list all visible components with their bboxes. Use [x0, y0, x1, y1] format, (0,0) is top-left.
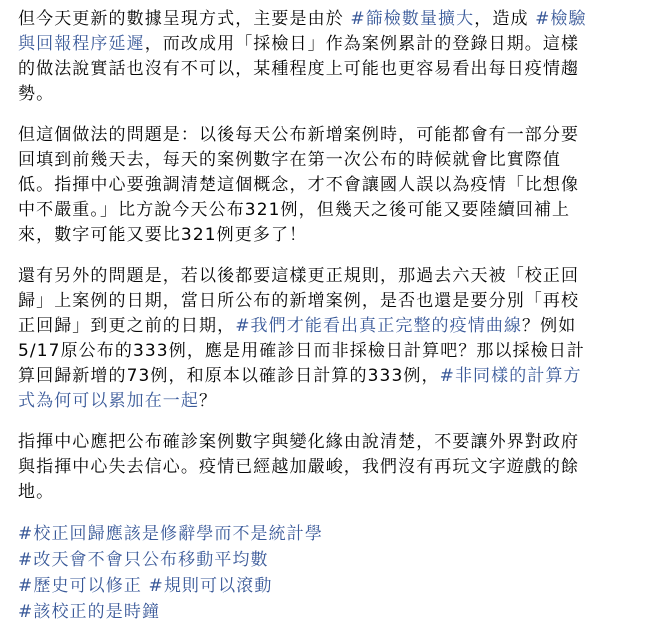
text-line: 但這個做法的問題是：以後每天公布新增案例時，可能都會有一部分要 [18, 125, 580, 145]
paragraph-data-presentation [18, 7, 651, 107]
hashtag-link[interactable]: #篩檢數量擴大 [350, 9, 475, 29]
text-line: 低。指揮中心要強調清楚這個概念，才不會讓國人誤以為疫情「比想像 [18, 175, 580, 195]
text-line: 中不嚴重。」比方說今天公布321例，但幾天之後可能又要陸續回補上 [18, 200, 571, 220]
hashtag-link[interactable]: #校正回歸應該是修辭學而不是統計學 [18, 524, 323, 544]
text-line: 正回歸」到更之前的日期，#我們才能看出真正完整的疫情曲線？例如 [18, 316, 577, 336]
text-line: 式為何可以累加在一起？ [18, 391, 218, 411]
text-line: 來，數字可能又要比321例更多了！ [18, 225, 308, 245]
hashtag-link[interactable]: #規則可以滾動 [148, 576, 273, 596]
text-line: 算回歸新增的73例，和原本以確診日計算的333例，#非同樣的計算方 [18, 366, 582, 386]
hashtag-link[interactable]: #歷史可以修正 [18, 576, 142, 596]
hashtag-link[interactable]: #改天會不會只公布移動平均數 [18, 550, 269, 570]
hashtag-link[interactable]: #我們才能看出真正完整的疫情曲線 [235, 316, 523, 336]
paragraph-other-problem [18, 264, 651, 414]
hashtag-link[interactable]: 式為何可以累加在一起 [18, 391, 199, 411]
paragraph-problem [18, 123, 651, 248]
hashtag-link[interactable]: #非同樣的計算方 [439, 366, 582, 386]
text-line: 但今天更新的數據呈現方式，主要是由於 #篩檢數量擴大，造成 #檢驗 [18, 9, 587, 29]
paragraph-conclusion [18, 430, 651, 505]
hashtag-link[interactable]: 與回報程序延遲 [18, 34, 145, 54]
text-line: 回填到前幾天去，每天的案例數字在第一次公布的時候就會比實際值 [18, 150, 561, 170]
text-line: 指揮中心應把公布確診案例數字與變化緣由說清楚，不要讓外界對政府 [18, 432, 580, 452]
text-line: 5/17原公布的333例，應是用確診日而非採檢日計算吧？那以採檢日計 [18, 341, 586, 361]
text-line: 勢。 [18, 84, 55, 104]
text-line: 的做法說實話也沒有不可以，某種程度上可能也更容易看出每日疫情趨 [18, 59, 580, 79]
hashtag-link[interactable]: #檢驗 [535, 9, 587, 29]
hashtag-list [18, 521, 651, 625]
text-line: 地。 [18, 482, 55, 502]
text-line: 還有另外的問題是，若以後都要這樣更正規則，那過去六天被「校正回 [18, 266, 580, 286]
text-line: 與回報程序延遲，而改成用「採檢日」作為案例累計的登錄日期。這樣 [18, 34, 580, 54]
text-line: 歸」上案例的日期，當日所公布的新增案例，是否也還是要分別「再校 [18, 291, 580, 311]
text-line: 與指揮中心失去信心。疫情已經越加嚴峻，我們沒有再玩文字遊戲的餘 [18, 457, 580, 477]
hashtag-link[interactable]: #該校正的是時鐘 [18, 602, 161, 622]
